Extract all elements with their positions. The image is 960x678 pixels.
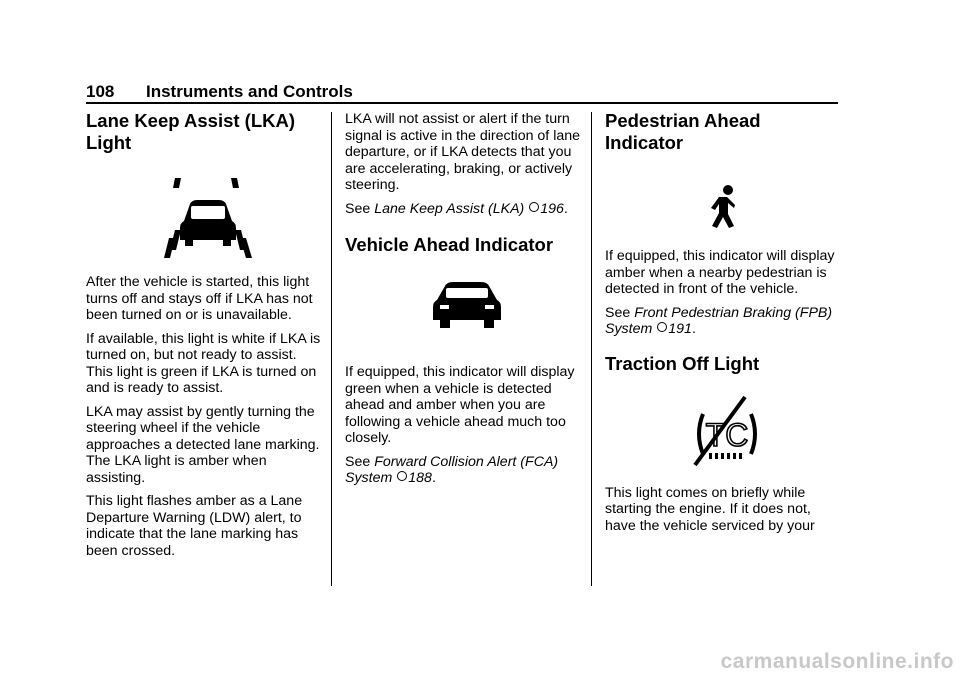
lka-paragraph: If available, this light is white if LKA is turned on, but not ready to assist. This light is green if LKA is turned on and is ready to assist.	[86, 330, 321, 396]
see-prefix: See	[345, 453, 375, 470]
see-prefix: See	[605, 304, 635, 321]
column-pedestrian	[605, 110, 843, 534]
column-divider	[331, 112, 332, 586]
page-ref-icon	[529, 202, 539, 212]
pedestrian-text: If equipped, this indicator will display amber when a nearby pedestrian is detected in front of the vehicle.	[605, 248, 835, 297]
see-reference	[345, 454, 583, 487]
vehicle-ahead-icon	[345, 276, 583, 366]
section-title: Instruments and Controls	[146, 82, 353, 101]
pedestrian-icon	[605, 168, 843, 248]
watermark: carmanualsonline.info	[720, 650, 954, 673]
reference-link[interactable]: Front Pedestrian Braking (FPB) System	[605, 304, 833, 337]
pedestrian-heading: Pedestrian Ahead Indicator	[605, 110, 761, 153]
reference-page[interactable]: 188	[408, 470, 432, 486]
column-divider	[591, 112, 592, 586]
traction-off-text: This light comes on briefly while starting the engine. If it does not, have the vehicle serviced by your	[605, 484, 815, 534]
traction-off-icon	[605, 389, 843, 479]
page-number: 108	[86, 82, 115, 101]
column-vehicle-ahead	[345, 111, 583, 487]
lka-car-lanes-icon	[86, 168, 324, 268]
reference-link[interactable]: Lane Keep Assist (LKA)	[374, 200, 525, 217]
vehicle-ahead-heading: Vehicle Ahead Indicator	[345, 234, 554, 255]
lka-paragraph: This light flashes amber as a Lane Departure Warning (LDW) alert, to indicate that the lane marking has been crossed.	[86, 493, 303, 559]
tc-label: TC	[705, 416, 749, 453]
see-suffix: .	[563, 200, 568, 217]
vehicle-ahead-text: If equipped, this indicator will display green when a vehicle is detected ahead and amber when you are following a vehicle ahead much too closely.	[345, 364, 575, 446]
header-rule	[86, 102, 838, 104]
traction-off-heading: Traction Off Light	[605, 352, 760, 374]
column-lka	[86, 110, 324, 559]
lka-paragraph: After the vehicle is started, this light turns off and stays off if LKA has not been turned on or is unavailable.	[86, 274, 313, 323]
see-reference	[605, 305, 843, 338]
page-ref-icon	[657, 322, 667, 332]
lka-continued-text: LKA will not assist or alert if the turn signal is active in the direction of lane departure, or if LKA detects that you are accelerating, braking, or actively steering.	[345, 111, 581, 193]
see-prefix: See	[345, 200, 375, 217]
lka-heading: Lane Keep Assist (LKA) Light	[86, 110, 296, 153]
see-suffix: .	[431, 470, 436, 486]
see-suffix: .	[691, 321, 696, 337]
reference-link[interactable]: Forward Collision Alert (FCA) System	[345, 453, 559, 486]
reference-page[interactable]: 191	[668, 321, 692, 337]
see-reference	[345, 201, 583, 218]
reference-page[interactable]: 196	[540, 200, 564, 217]
page-ref-icon	[397, 471, 407, 481]
lka-paragraph: LKA may assist by gently turning the steering wheel if the vehicle approaches a detected lane marking. The LKA light is amber when assisting.	[86, 403, 320, 486]
